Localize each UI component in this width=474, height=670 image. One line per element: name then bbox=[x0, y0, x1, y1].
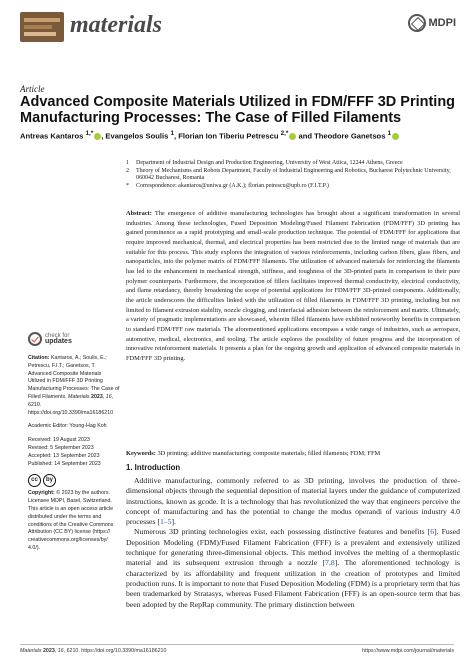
reference-link[interactable]: 7,8 bbox=[325, 558, 335, 568]
received-date: Received: 19 August 2023 bbox=[28, 437, 90, 444]
citation-volume: 16 bbox=[105, 393, 112, 400]
accepted-date: Accepted: 13 September 2023 bbox=[28, 452, 100, 459]
citation-text: Kantaros, A.; Soulis, E.; Petrescu, F.I.T.; Ganetsos, T. Advanced Composite Materials Utilized in FDM/FFF 3D Printing Manufacturing Processes: The Case of Filled Filaments. bbox=[28, 355, 120, 400]
orcid-icon[interactable] bbox=[392, 133, 399, 140]
article-type: Article bbox=[20, 84, 45, 94]
affiliations bbox=[126, 160, 456, 190]
copyright-block bbox=[28, 490, 120, 552]
keywords-text: 3D printing; additive manufacturing; composite materials; filled filaments; FDM; FFM bbox=[157, 450, 381, 457]
footer-citation: Materials 2023, 16, 6210. https://doi.org/10.3390/ma16186210 bbox=[20, 648, 167, 654]
academic-editor: Academic Editor: Young-Hag Koh bbox=[28, 423, 107, 430]
copyright-label: Copyright: bbox=[28, 490, 55, 497]
author-affiliation-mark: 1,* bbox=[85, 130, 94, 137]
author-name: Theodore Ganetsos bbox=[314, 131, 386, 141]
author-affiliation-mark: 2,* bbox=[280, 130, 289, 137]
author-name: Evangelos Soulis bbox=[105, 131, 169, 141]
author-name: Florian Ion Tiberiu Petrescu bbox=[178, 131, 279, 141]
citation-doi[interactable]: , 6210. https://doi.org/10.3390/ma16186210 bbox=[28, 393, 114, 416]
affiliation-item bbox=[126, 168, 456, 183]
affiliation-item bbox=[126, 160, 456, 168]
orcid-icon[interactable] bbox=[289, 133, 296, 140]
footer-divider bbox=[20, 644, 454, 645]
check-updates-icon bbox=[28, 332, 42, 346]
author-name: Antreas Kantaros bbox=[20, 131, 84, 141]
abstract-text: The emergence of additive manufacturing technologies has brought about a significant transformation in several industries. Among these technologies, Fused Deposition Modeling/Fused Filament Fabrication (FDM/FFF) 3D printing has gained prominence as a rapid prototyping and small-scale production technique. The potential of FDM/FFF for applications that require improved mechanical, thermal, and electrical properties has been restricted due to the limited range of materials that are suitable for this process. This study explores the integration of various reinforcements, including carbon fibers, glass fibers, and nanoparticles, into the polymer matrix of FDM/FFF filaments. The utilization of advanced materials for reinforcing the filaments has led to the enhancement in mechanical strength, stiffness, and toughness of the 3D-printed parts in comparison to their pure polymer counterparts. Furthermore, the incorporation of fillers facilitates improved thermal conductivity, electrical conductivity, and flame retardancy, thereby broadening the scope of potential applications for FDM/FFF 3D-printed components. Additionally, the article underscores the difficulties linked with the utilization of filled filaments in FDM/FFF 3D printing, including but not limited to filament extrusion stability, nozzle clogging, and interfacial adhesion between the reinforcement and matrix. Ultimately, a variety of pragmatic implementations are showcased, wherein filled filaments have exhibited noteworthy benefits in comparison to standard FDM/FFF raw materials. The aforementioned applications encompass a wide range of industries, such as aerospace, automotive, medical, electronics, and tooling. The article explores the possibility of future progress and the incorporation of innovative reinforcement materials. It presents a plan for the ongoing growth and application of advanced composite materials in FDM/FFF 3D printing. bbox=[126, 210, 460, 362]
author-affiliation-mark: 1 bbox=[170, 130, 174, 137]
check-updates-top: check for bbox=[45, 332, 70, 339]
copyright-text: © 2023 by the authors. Licensee MDPI, Basel, Switzerland. This article is an open access article distributed under the terms and conditions of the Creative Commons Attribution (CC BY) license (https:// creativecommons.org/licenses/by/ 4.0/). bbox=[28, 490, 114, 551]
journal-logo-icon bbox=[20, 12, 64, 42]
keywords bbox=[126, 449, 460, 458]
cc-icon: cc bbox=[28, 474, 41, 487]
citation-block: Citation: Kantaros, A.; Soulis, E.; Petrescu, F.I.T.; Ganetsos, T. Advanced Composite Materials Utilized in FDM/FFF 3D Printing Manufacturing Processes: The Case of Filled Filaments. Materials 2023, 16, 6210. https://doi.org/10.3390/ma16186210 bbox=[28, 355, 120, 416]
check-updates-bottom: updates bbox=[45, 338, 72, 345]
correspondence-text: Correspondence: akantaros@uniwa.gr (A.K.); florian.petrescu@upb.ro (F.I.T.P.) bbox=[136, 182, 329, 189]
journal-url-link[interactable]: https://www.mdpi.com/journal/materials bbox=[362, 648, 454, 654]
section-heading: 1. Introduction bbox=[126, 463, 181, 472]
page-footer bbox=[20, 648, 454, 654]
affiliation-mark: * bbox=[126, 182, 129, 189]
journal-name: materials bbox=[70, 12, 163, 38]
abstract-label: Abstract: bbox=[126, 210, 152, 217]
keywords-label: Keywords: bbox=[126, 450, 156, 457]
check-for-updates-button[interactable] bbox=[28, 332, 120, 346]
publisher-logo bbox=[408, 14, 457, 32]
affiliation-mark: 2 bbox=[126, 167, 129, 174]
affiliation-text: Department of Industrial Design and Production Engineering, University of West Attica, 12244 Athens, Greece bbox=[136, 160, 403, 166]
orcid-icon[interactable] bbox=[94, 133, 101, 140]
citation-journal: Materials bbox=[68, 393, 90, 400]
affiliation-item bbox=[126, 183, 456, 191]
affiliation-mark: 1 bbox=[126, 160, 129, 166]
abstract bbox=[126, 209, 460, 364]
citation-label: Citation: bbox=[28, 355, 50, 361]
by-icon: by bbox=[43, 474, 56, 487]
citation-year: 2023 bbox=[91, 393, 103, 400]
cc-license-badge[interactable] bbox=[28, 474, 120, 487]
reference-link[interactable]: 1–5 bbox=[159, 517, 172, 527]
reference-link[interactable]: 6 bbox=[430, 527, 435, 537]
published-date: Published: 14 September 2023 bbox=[28, 460, 101, 467]
author-affiliation-mark: 1 bbox=[387, 130, 392, 137]
paragraph: Numerous 3D printing technologies exist, each possessing distinctive features and benefits [6]. Fused Deposition Modeling (FDM)/Fused Filament Fabrication (FFF) is a prevalent and extensively utilized technique for generating three-dimensional objects. This method involves the melting of a thermoplastic material and its subsequent extrusion through a nozzle [7,8]. The aforementioned technology is characterized by its affordability and frequent utilization in the creation of prototypes and limited production runs. It is important to note that Fused Deposition Modeling (FDM) is a proprietary term that has been trademarked by Stratasys, whereas Fused Filament Fabrication (FFF) is an open-source term that has been adopted by the RepRap community. The primary distinction between bbox=[126, 527, 461, 609]
publisher-name: MDPI bbox=[428, 17, 456, 29]
dates-block bbox=[28, 437, 120, 468]
paragraph: Additive manufacturing, commonly referred to as 3D printing, involves the production of three-dimensional objects through the sequential deposition of material layers under the guidance of computerized instructions, known as gcode. It is a technology that has revolutionized the way that engineers perceive the concept of manufacturing and has the potential to change the modus operandi of various industry 4.0 processes [1–5]. bbox=[126, 476, 460, 527]
article-info-sidebar bbox=[28, 332, 120, 559]
affiliation-text: Theory of Mechanisms and Robots Department, Faculty of Industrial Engineering and Robotics, Bucharest Polytechnic University, 060042 Bucharest, Romania bbox=[136, 167, 451, 182]
mdpi-logo-icon bbox=[408, 14, 426, 32]
author-list: Antreas Kantaros $^{1,*}$ , Evangelos Soulis $^1$, Florian Ion Tiberiu Petrescu $^{2,*}$ and Theodore Ganetsos $^1$ bbox=[20, 130, 460, 141]
journal-header bbox=[20, 10, 456, 50]
article-title: Advanced Composite Materials Utilized in FDM/FFF 3D Printing Manufacturing Processes: The Case of Filled Filaments bbox=[20, 94, 456, 126]
revised-date: Revised: 5 September 2023 bbox=[28, 444, 94, 451]
introduction-body bbox=[126, 476, 460, 610]
